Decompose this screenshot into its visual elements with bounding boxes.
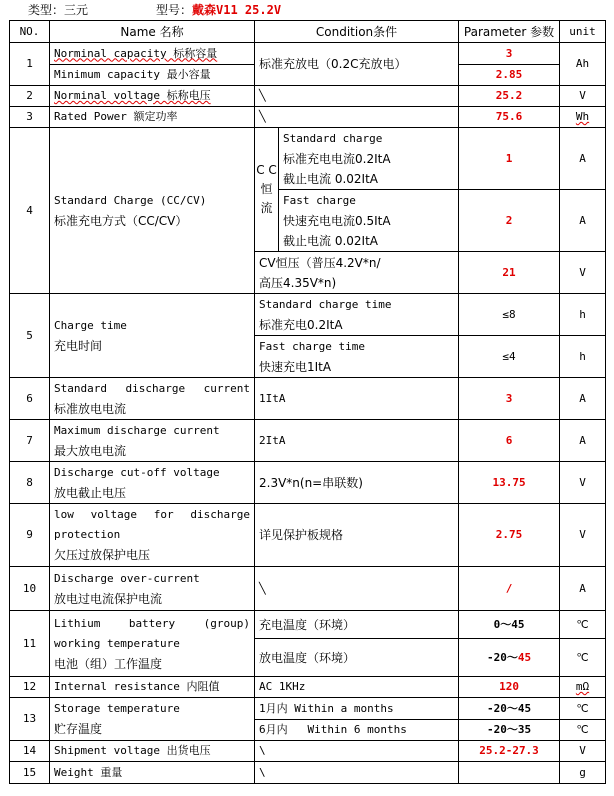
- table-row: [10, 378, 606, 420]
- row-unit: V: [560, 462, 606, 504]
- row-name-cn: 电池（组）工作温度: [54, 656, 163, 671]
- row-name-en: Standard discharge current: [54, 381, 250, 395]
- row-condition: 详见保护板规格: [255, 504, 459, 567]
- condition-cv: [255, 252, 459, 294]
- row-value: 25.2: [459, 86, 560, 107]
- row-name-en: Charge time: [54, 318, 127, 332]
- row-value: 0～45: [459, 611, 560, 639]
- row-name-cn: 贮存温度: [54, 722, 103, 736]
- row-name-en: low voltage for discharge: [54, 508, 250, 521]
- row-unit: V: [560, 504, 606, 567]
- model-value: 戴森V11 25.2V: [192, 3, 282, 17]
- row-unit: ℃: [560, 720, 606, 741]
- condition-fast-charge: [279, 190, 459, 252]
- table-row: [10, 504, 606, 567]
- row-value: 3: [459, 43, 560, 65]
- condition-fast-time: [255, 336, 459, 378]
- row-name: [50, 567, 255, 611]
- row-name: Rated Power 额定功率: [50, 107, 255, 128]
- row-value: 3: [459, 378, 560, 420]
- row-value: 2: [459, 190, 560, 252]
- condition-line: Fast charge time: [259, 339, 365, 353]
- row-value: -20～35: [459, 720, 560, 741]
- row-name-en: Discharge over-current: [54, 571, 200, 585]
- row-no: 7: [10, 420, 50, 462]
- header-row: [10, 21, 606, 43]
- row-unit: V: [560, 741, 606, 762]
- row-condition: AC 1KHz: [255, 677, 459, 698]
- table-row: [10, 567, 606, 611]
- row-name-en: Maximum discharge current: [54, 423, 220, 437]
- row-unit: ℃: [560, 698, 606, 720]
- condition-line: 标准充电电流0.2ItA: [283, 151, 391, 166]
- table-row: [10, 462, 606, 504]
- row-unit: [560, 677, 606, 698]
- row-no: 2: [10, 86, 50, 107]
- row-value: [459, 639, 560, 677]
- row-no: 3: [10, 107, 50, 128]
- row-no: 5: [10, 294, 50, 378]
- row-unit-text: mΩ: [575, 680, 590, 693]
- row-name-cn: 放电过电流保护电流: [54, 591, 163, 606]
- table-row: [10, 420, 606, 462]
- row-condition: \: [255, 741, 459, 762]
- cc-label: C C 恒 流: [255, 128, 279, 252]
- row-condition: \: [255, 762, 459, 784]
- row-condition: ╲: [255, 86, 459, 107]
- row-name-cn: 放电截止电压: [54, 485, 127, 500]
- condition-line: 截止电流 0.02ItA: [283, 233, 378, 248]
- row-name: Shipment voltage 出货电压: [50, 741, 255, 762]
- row-name: [50, 420, 255, 462]
- row-value: 2.75: [459, 504, 560, 567]
- row-name: [50, 128, 255, 294]
- row-name: [50, 43, 255, 65]
- row-no: 6: [10, 378, 50, 420]
- row-value: 2.85: [459, 65, 560, 86]
- table-row: [10, 698, 606, 720]
- row-value: 21: [459, 252, 560, 294]
- row-unit: V: [560, 252, 606, 294]
- row-no: 11: [10, 611, 50, 677]
- row-value: /: [459, 567, 560, 611]
- row-value: 1: [459, 128, 560, 190]
- row-unit-text: Wh: [575, 110, 590, 123]
- table-row: [10, 43, 606, 65]
- spec-table: [9, 20, 606, 784]
- col-header-condition: Condition条件: [255, 21, 459, 43]
- row-unit: A: [560, 128, 606, 190]
- row-unit: V: [560, 86, 606, 107]
- row-condition: 2.3V*n(n=串联数): [255, 462, 459, 504]
- row-condition: 标准充放电（0.2C充放电）: [255, 43, 459, 86]
- row-unit: A: [560, 378, 606, 420]
- row-name-en: Discharge cut-off voltage: [54, 465, 220, 479]
- col-header-unit: unit: [560, 21, 606, 43]
- row-name: Internal resistance 内阻值: [50, 677, 255, 698]
- row-value: 120: [459, 677, 560, 698]
- row-unit: [560, 107, 606, 128]
- row-unit: A: [560, 190, 606, 252]
- row-name: [50, 294, 255, 378]
- table-row: [10, 107, 606, 128]
- model-caption: 型号：: [156, 3, 193, 17]
- condition-line: 高压4.35V*n): [259, 275, 337, 290]
- row-condition: 1ItA: [255, 378, 459, 420]
- condition-line: 快速充电1ItA: [259, 359, 332, 374]
- table-row: [10, 86, 606, 107]
- condition-line: 快速充电电流0.5ItA: [283, 213, 391, 228]
- row-name: [50, 462, 255, 504]
- row-value-highlight: 45: [517, 650, 532, 664]
- row-name: Weight 重量: [50, 762, 255, 784]
- row-no: 4: [10, 128, 50, 294]
- row-condition: 1月内 Within a months: [255, 698, 459, 720]
- row-no: 12: [10, 677, 50, 698]
- col-header-name: Name 名称: [50, 21, 255, 43]
- row-name: Minimum capacity 最小容量: [50, 65, 255, 86]
- condition-line: Standard charge time: [259, 297, 392, 311]
- row-name-cn: 欠压过放保护电压: [54, 548, 151, 562]
- row-condition: ╲: [255, 107, 459, 128]
- row-no: 14: [10, 741, 50, 762]
- row-unit: A: [560, 567, 606, 611]
- condition-line: CV恒压（普压4.2V*n/: [259, 255, 381, 270]
- row-unit: h: [560, 336, 606, 378]
- condition-line: 截止电流 0.02ItA: [283, 171, 378, 186]
- row-value: ≤4: [459, 336, 560, 378]
- row-no: 13: [10, 698, 50, 741]
- row-value: 25.2-27.3: [459, 741, 560, 762]
- row-name: [50, 504, 255, 567]
- row-value: 75.6: [459, 107, 560, 128]
- row-unit: A: [560, 420, 606, 462]
- row-name: [50, 611, 255, 677]
- condition-line: Standard charge: [283, 131, 383, 145]
- table-row: [10, 677, 606, 698]
- row-no: 15: [10, 762, 50, 784]
- row-name: [50, 378, 255, 420]
- row-condition: 2ItA: [255, 420, 459, 462]
- condition-line: 标准充电0.2ItA: [259, 317, 343, 332]
- table-row: [10, 741, 606, 762]
- row-name-en: Lithium battery (group): [54, 616, 250, 630]
- row-name-en: Storage temperature: [54, 702, 180, 715]
- row-value: [459, 762, 560, 784]
- row-name-cn: 最大放电电流: [54, 443, 127, 458]
- row-no: 10: [10, 567, 50, 611]
- row-name-en: protection: [54, 528, 121, 541]
- row-value: 6: [459, 420, 560, 462]
- condition-line: Fast charge: [283, 193, 356, 207]
- row-name: [50, 698, 255, 741]
- row-name-en: Standard Charge (CC/CV): [54, 193, 207, 207]
- condition-standard-time: [255, 294, 459, 336]
- type-label: 类型：三元: [28, 3, 89, 17]
- row-name-cn: 标准放电电流: [54, 401, 127, 416]
- row-unit: h: [560, 294, 606, 336]
- row-value-text: -20～: [486, 650, 518, 664]
- col-header-parameter: Parameter 参数: [459, 21, 560, 43]
- row-no: 8: [10, 462, 50, 504]
- row-value: -20～45: [459, 698, 560, 720]
- row-name-en: working temperature: [54, 636, 180, 650]
- model-label: [156, 1, 281, 18]
- row-unit: Ah: [560, 43, 606, 86]
- row-unit: g: [560, 762, 606, 784]
- row-value: ≤8: [459, 294, 560, 336]
- row-name-text: Norminal voltage 标称电压: [54, 89, 211, 102]
- col-header-no: NO.: [10, 21, 50, 43]
- row-value: 13.75: [459, 462, 560, 504]
- document-header: [0, 0, 614, 18]
- condition-standard-charge: [279, 128, 459, 190]
- row-condition: 放电温度（环境）: [255, 639, 459, 677]
- row-unit: ℃: [560, 639, 606, 677]
- row-no: 1: [10, 43, 50, 86]
- row-condition: 6月内 Within 6 months: [255, 720, 459, 741]
- table-row: [10, 611, 606, 639]
- row-unit: ℃: [560, 611, 606, 639]
- row-condition: 充电温度（环境）: [255, 611, 459, 639]
- table-row: [10, 128, 606, 190]
- row-name: [50, 86, 255, 107]
- row-condition: ╲: [255, 567, 459, 611]
- row-name-text: Norminal capacity 标称容量: [54, 46, 218, 60]
- table-row: [10, 762, 606, 784]
- row-name-cn: 充电时间: [54, 338, 103, 353]
- row-no: 9: [10, 504, 50, 567]
- row-name-cn: 标准充电方式（CC/CV）: [54, 213, 188, 228]
- table-row: [10, 294, 606, 336]
